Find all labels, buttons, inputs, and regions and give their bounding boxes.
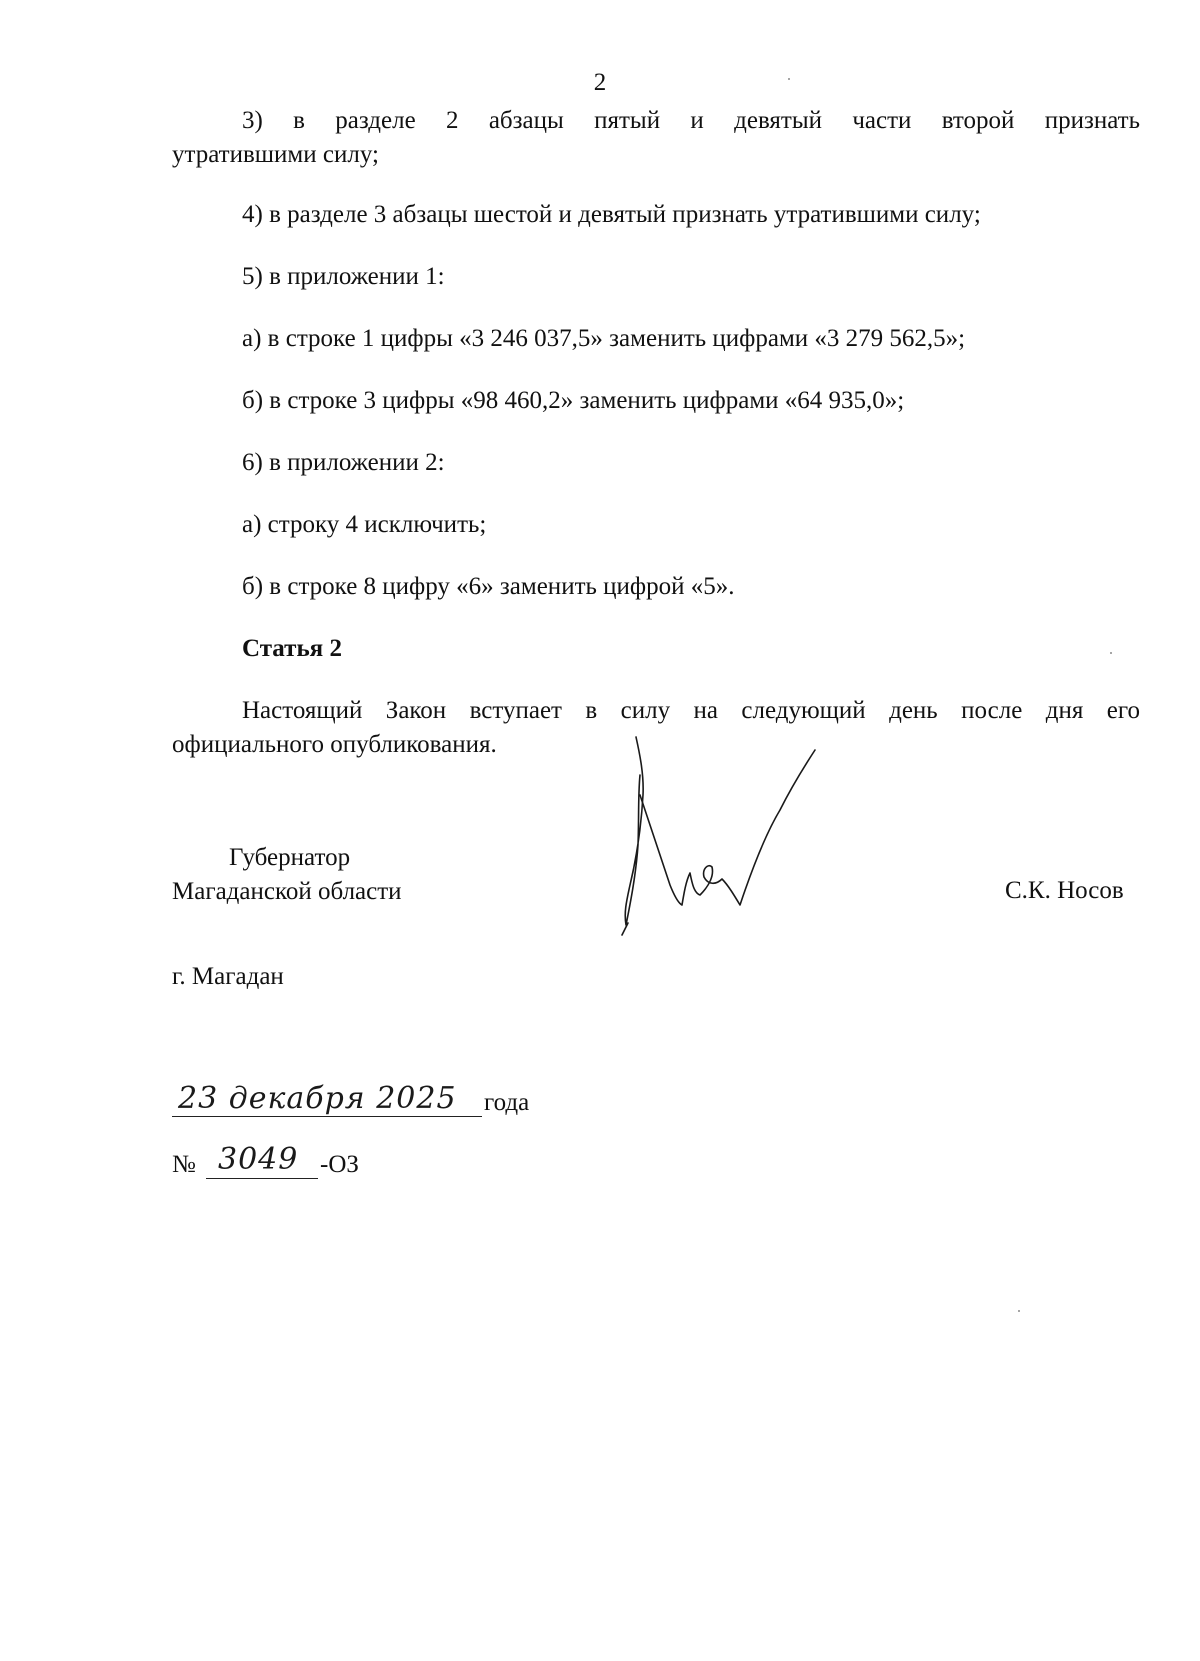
signatory-position-line-2: Магаданской области [172,878,402,905]
number-underline [206,1178,318,1179]
article-2-line-1: Настоящий Закон вступает в силу на следующий день после дня его [242,697,1140,724]
scan-speck [1110,652,1112,654]
item-5a: а) в строке 1 цифры «3 246 037,5» заменить цифрами «3 279 562,5»; [242,325,966,352]
number-prefix: № [172,1151,196,1178]
item-3-line-2: утратившими силу; [172,141,379,168]
item-3-paragraph [172,104,1140,172]
handwritten-signature [600,735,880,975]
handwritten-date: 23 декабря 2025 [178,1081,457,1116]
item-3-line-1: 3) в разделе 2 абзацы пятый и девятый части второй признать [242,107,1140,134]
scan-speck [1018,1310,1020,1312]
date-underline [172,1116,482,1117]
city: г. Магадан [172,963,284,990]
date-suffix: года [484,1089,530,1116]
article-2-line-2: официального опубликования. [172,731,497,758]
item-6a: а) строку 4 исключить; [242,511,487,538]
page-number: 2 [593,69,607,96]
signatory-position-line-1: Губернатор [229,844,351,871]
item-5: 5) в приложении 1: [242,263,445,290]
scan-speck [788,78,790,80]
handwritten-number: 3049 [218,1142,299,1177]
item-6b: б) в строке 8 цифру «6» заменить цифрой «5». [242,573,735,600]
signatory-name: С.К. Носов [1005,877,1124,904]
item-4: 4) в разделе 3 абзацы шестой и девятый признать утратившими силу; [242,201,981,228]
item-6: 6) в приложении 2: [242,449,445,476]
article-2-heading: Статья 2 [242,635,342,662]
item-5b: б) в строке 3 цифры «98 460,2» заменить цифрами «64 935,0»; [242,387,905,414]
number-suffix: -ОЗ [320,1151,359,1178]
